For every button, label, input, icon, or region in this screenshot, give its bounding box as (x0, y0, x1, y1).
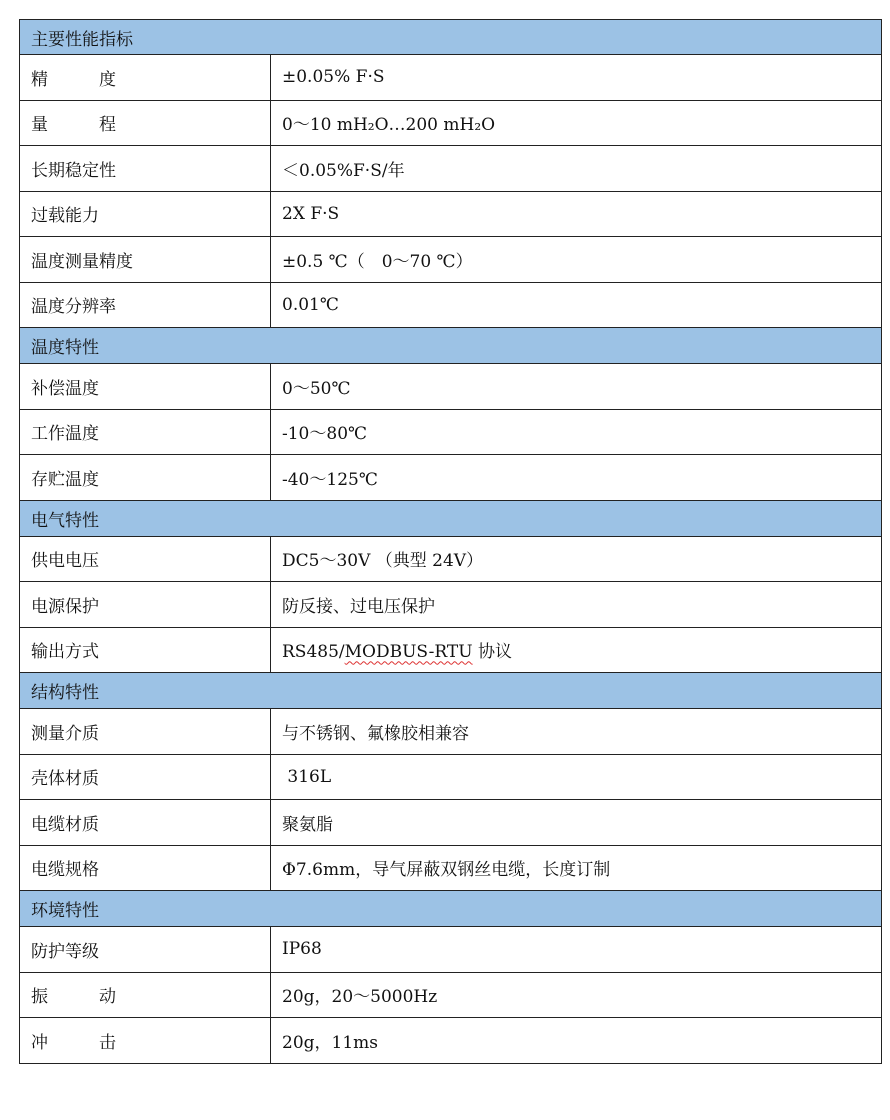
section-title: 电气特性 (20, 500, 882, 536)
table-row (20, 709, 882, 755)
param-name: 长期稳定性 (20, 146, 271, 192)
section-header-performance (20, 20, 882, 55)
table-row (20, 536, 882, 582)
table-row (20, 845, 882, 891)
param-value: 0～50℃ (271, 364, 882, 410)
table-row (20, 927, 882, 973)
section-title: 环境特性 (20, 891, 882, 927)
param-name: 振 动 (20, 972, 271, 1018)
section-title: 结构特性 (20, 673, 882, 709)
param-name: 电缆规格 (20, 845, 271, 891)
value-suffix: 协议 (472, 642, 513, 663)
table-row (20, 627, 882, 673)
param-name: 温度测量精度 (20, 237, 271, 283)
param-name: 温度分辨率 (20, 282, 271, 328)
table-row (20, 972, 882, 1018)
param-name: 存贮温度 (20, 455, 271, 501)
param-value: ＜0.05%F·S/年 (271, 146, 882, 192)
param-name: 过载能力 (20, 191, 271, 237)
section-header-structure (20, 673, 882, 709)
table-row (20, 146, 882, 192)
param-name: 电缆材质 (20, 800, 271, 846)
spellcheck-underlined-text: MODBUS-RTU (344, 642, 473, 663)
table-row (20, 237, 882, 283)
param-name: 冲 击 (20, 1018, 271, 1064)
table-row (20, 1018, 882, 1064)
param-value: 聚氨脂 (271, 800, 882, 846)
param-name: 输出方式 (20, 627, 271, 673)
section-title: 主要性能指标 (20, 20, 882, 55)
param-value: -10～80℃ (271, 409, 882, 455)
table-row (20, 100, 882, 146)
param-name: 工作温度 (20, 409, 271, 455)
section-header-temperature (20, 328, 882, 364)
param-name: 量 程 (20, 100, 271, 146)
param-value (271, 627, 882, 673)
table-row (20, 364, 882, 410)
param-name: 精 度 (20, 55, 271, 101)
param-value: 20g，11ms (271, 1018, 882, 1064)
value-prefix: RS485/ (282, 642, 345, 663)
table-row (20, 55, 882, 101)
param-name: 壳体材质 (20, 754, 271, 800)
table-row (20, 191, 882, 237)
param-value: ±0.05% F·S (271, 55, 882, 101)
table-row (20, 455, 882, 501)
section-header-electrical (20, 500, 882, 536)
spec-table (19, 19, 882, 1064)
param-name: 电源保护 (20, 582, 271, 628)
table-row (20, 409, 882, 455)
param-value: ±0.5 ℃（ 0～70 ℃） (271, 237, 882, 283)
table-row (20, 582, 882, 628)
param-value: Φ7.6mm，导气屏蔽双钢丝电缆，长度订制 (271, 845, 882, 891)
param-value: 防反接、过电压保护 (271, 582, 882, 628)
param-value: -40～125℃ (271, 455, 882, 501)
param-value: 20g，20～5000Hz (271, 972, 882, 1018)
param-name: 防护等级 (20, 927, 271, 973)
param-value: 与不锈钢、氟橡胶相兼容 (271, 709, 882, 755)
section-title: 温度特性 (20, 328, 882, 364)
param-value: 2X F·S (271, 191, 882, 237)
param-value: 316L (271, 754, 882, 800)
param-value: IP68 (271, 927, 882, 973)
param-name: 测量介质 (20, 709, 271, 755)
param-value: 0～10 mH₂O…200 mH₂O (271, 100, 882, 146)
param-value: DC5～30V （典型 24V） (271, 536, 882, 582)
table-row (20, 754, 882, 800)
table-row (20, 800, 882, 846)
section-header-environment (20, 891, 882, 927)
param-name: 补偿温度 (20, 364, 271, 410)
param-name: 供电电压 (20, 536, 271, 582)
table-row (20, 282, 882, 328)
param-value: 0.01℃ (271, 282, 882, 328)
